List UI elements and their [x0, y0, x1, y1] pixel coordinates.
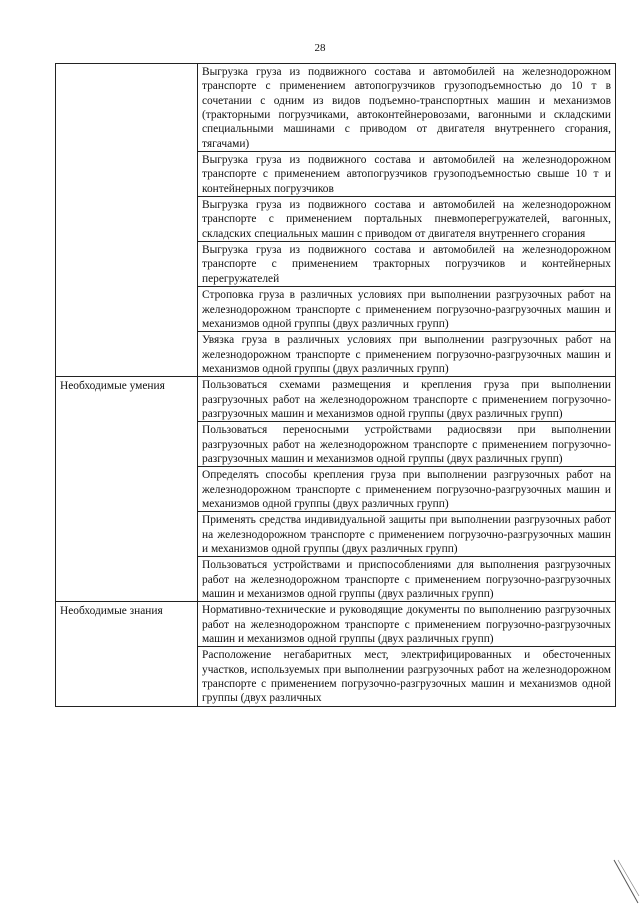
table-cell: Применять средства индивидуальной защиты при выполнении разгрузочных работ на железнодорожном транспорте с применением погрузочно-разгрузочных машин и механизмов одной группы (двух различных групп)	[198, 512, 616, 557]
table-cell: Увязка груза в различных условиях при выполнении разгрузочных работ на железнодорожном транспорте с применением погрузочно-разгрузочных машин и механизмов одной группы (двух различных групп)	[198, 332, 616, 377]
table-cell: Строповка груза в различных условиях при выполнении разгрузочных работ на железнодорожном транспорте с применением погрузочно-разгрузочных машин и механизмов одной группы (двух различных групп)	[198, 287, 616, 332]
table-cell: Выгрузка груза из подвижного состава и автомобилей на железнодорожном транспорте с применением портальных пневмоперегружателей, вагонных, складских специальных машин с приводом от двигателя внутреннего сгорания	[198, 197, 616, 242]
table-cell: Определять способы крепления груза при выполнении разгрузочных работ на железнодорожном транспорте с применением погрузочно-разгрузочных машин и механизмов одной группы (двух различных групп)	[198, 467, 616, 512]
table-cell: Пользоваться устройствами и приспособлениями для выполнения разгрузочных работ на железнодорожном транспорте с применением погрузочно-разгрузочных машин и механизмов одной группы (двух различных групп)	[198, 557, 616, 602]
row-label-skills: Необходимые умения	[56, 377, 198, 602]
page-number: 28	[314, 42, 326, 54]
table-cell: Пользоваться переносными устройствами радиосвязи при выполнении разгрузочных работ на железнодорожном транспорте с применением погрузочно-разгрузочных машин и механизмов одной группы (двух различных групп)	[198, 422, 616, 467]
page-curl-mark	[612, 858, 640, 905]
table-row	[56, 64, 616, 152]
table-row	[56, 602, 616, 647]
row-label	[56, 64, 198, 377]
row-label-knowledge: Необходимые знания	[56, 602, 198, 706]
table-cell: Расположение негабаритных мест, электрифицированных и обесточенных участков, используемых при выполнении разгрузочных работ на железнодорожном транспорте с применением погрузочно-разгрузочных машин и механизмов одной группы (двух различных	[198, 647, 616, 706]
table-cell: Выгрузка груза из подвижного состава и автомобилей на железнодорожном транспорте с применением тракторных погрузчиков и контейнерных перегружателей	[198, 242, 616, 287]
table-cell: Нормативно-технические и руководящие документы по выполнению разгрузочных работ на железнодорожном транспорте с применением погрузочно-разгрузочных машин и механизмов одной группы (двух различных групп)	[198, 602, 616, 647]
table-row	[56, 377, 616, 422]
table-cell: Выгрузка груза из подвижного состава и автомобилей на железнодорожном транспорте с применением автопогрузчиков грузоподъемностью свыше 10 т и контейнерных погрузчиков	[198, 152, 616, 197]
table-cell: Пользоваться схемами размещения и крепления груза при выполнении разгрузочных работ на железнодорожном транспорте с применением погрузочно-разгрузочных машин и механизмов одной группы (двух различных групп)	[198, 377, 616, 422]
requirements-table	[55, 63, 616, 707]
table-cell: Выгрузка груза из подвижного состава и автомобилей на железнодорожном транспорте с применением автопогрузчиков грузоподъемностью до 10 т в сочетании с одним из видов подъемно-транспортных машин и механизмов (тракторными погрузчиками, автоконтейнеровозами, вагонными и складскими специальными машинами с приводом от двигателя внутреннего сгорания, тягачами)	[198, 64, 616, 152]
